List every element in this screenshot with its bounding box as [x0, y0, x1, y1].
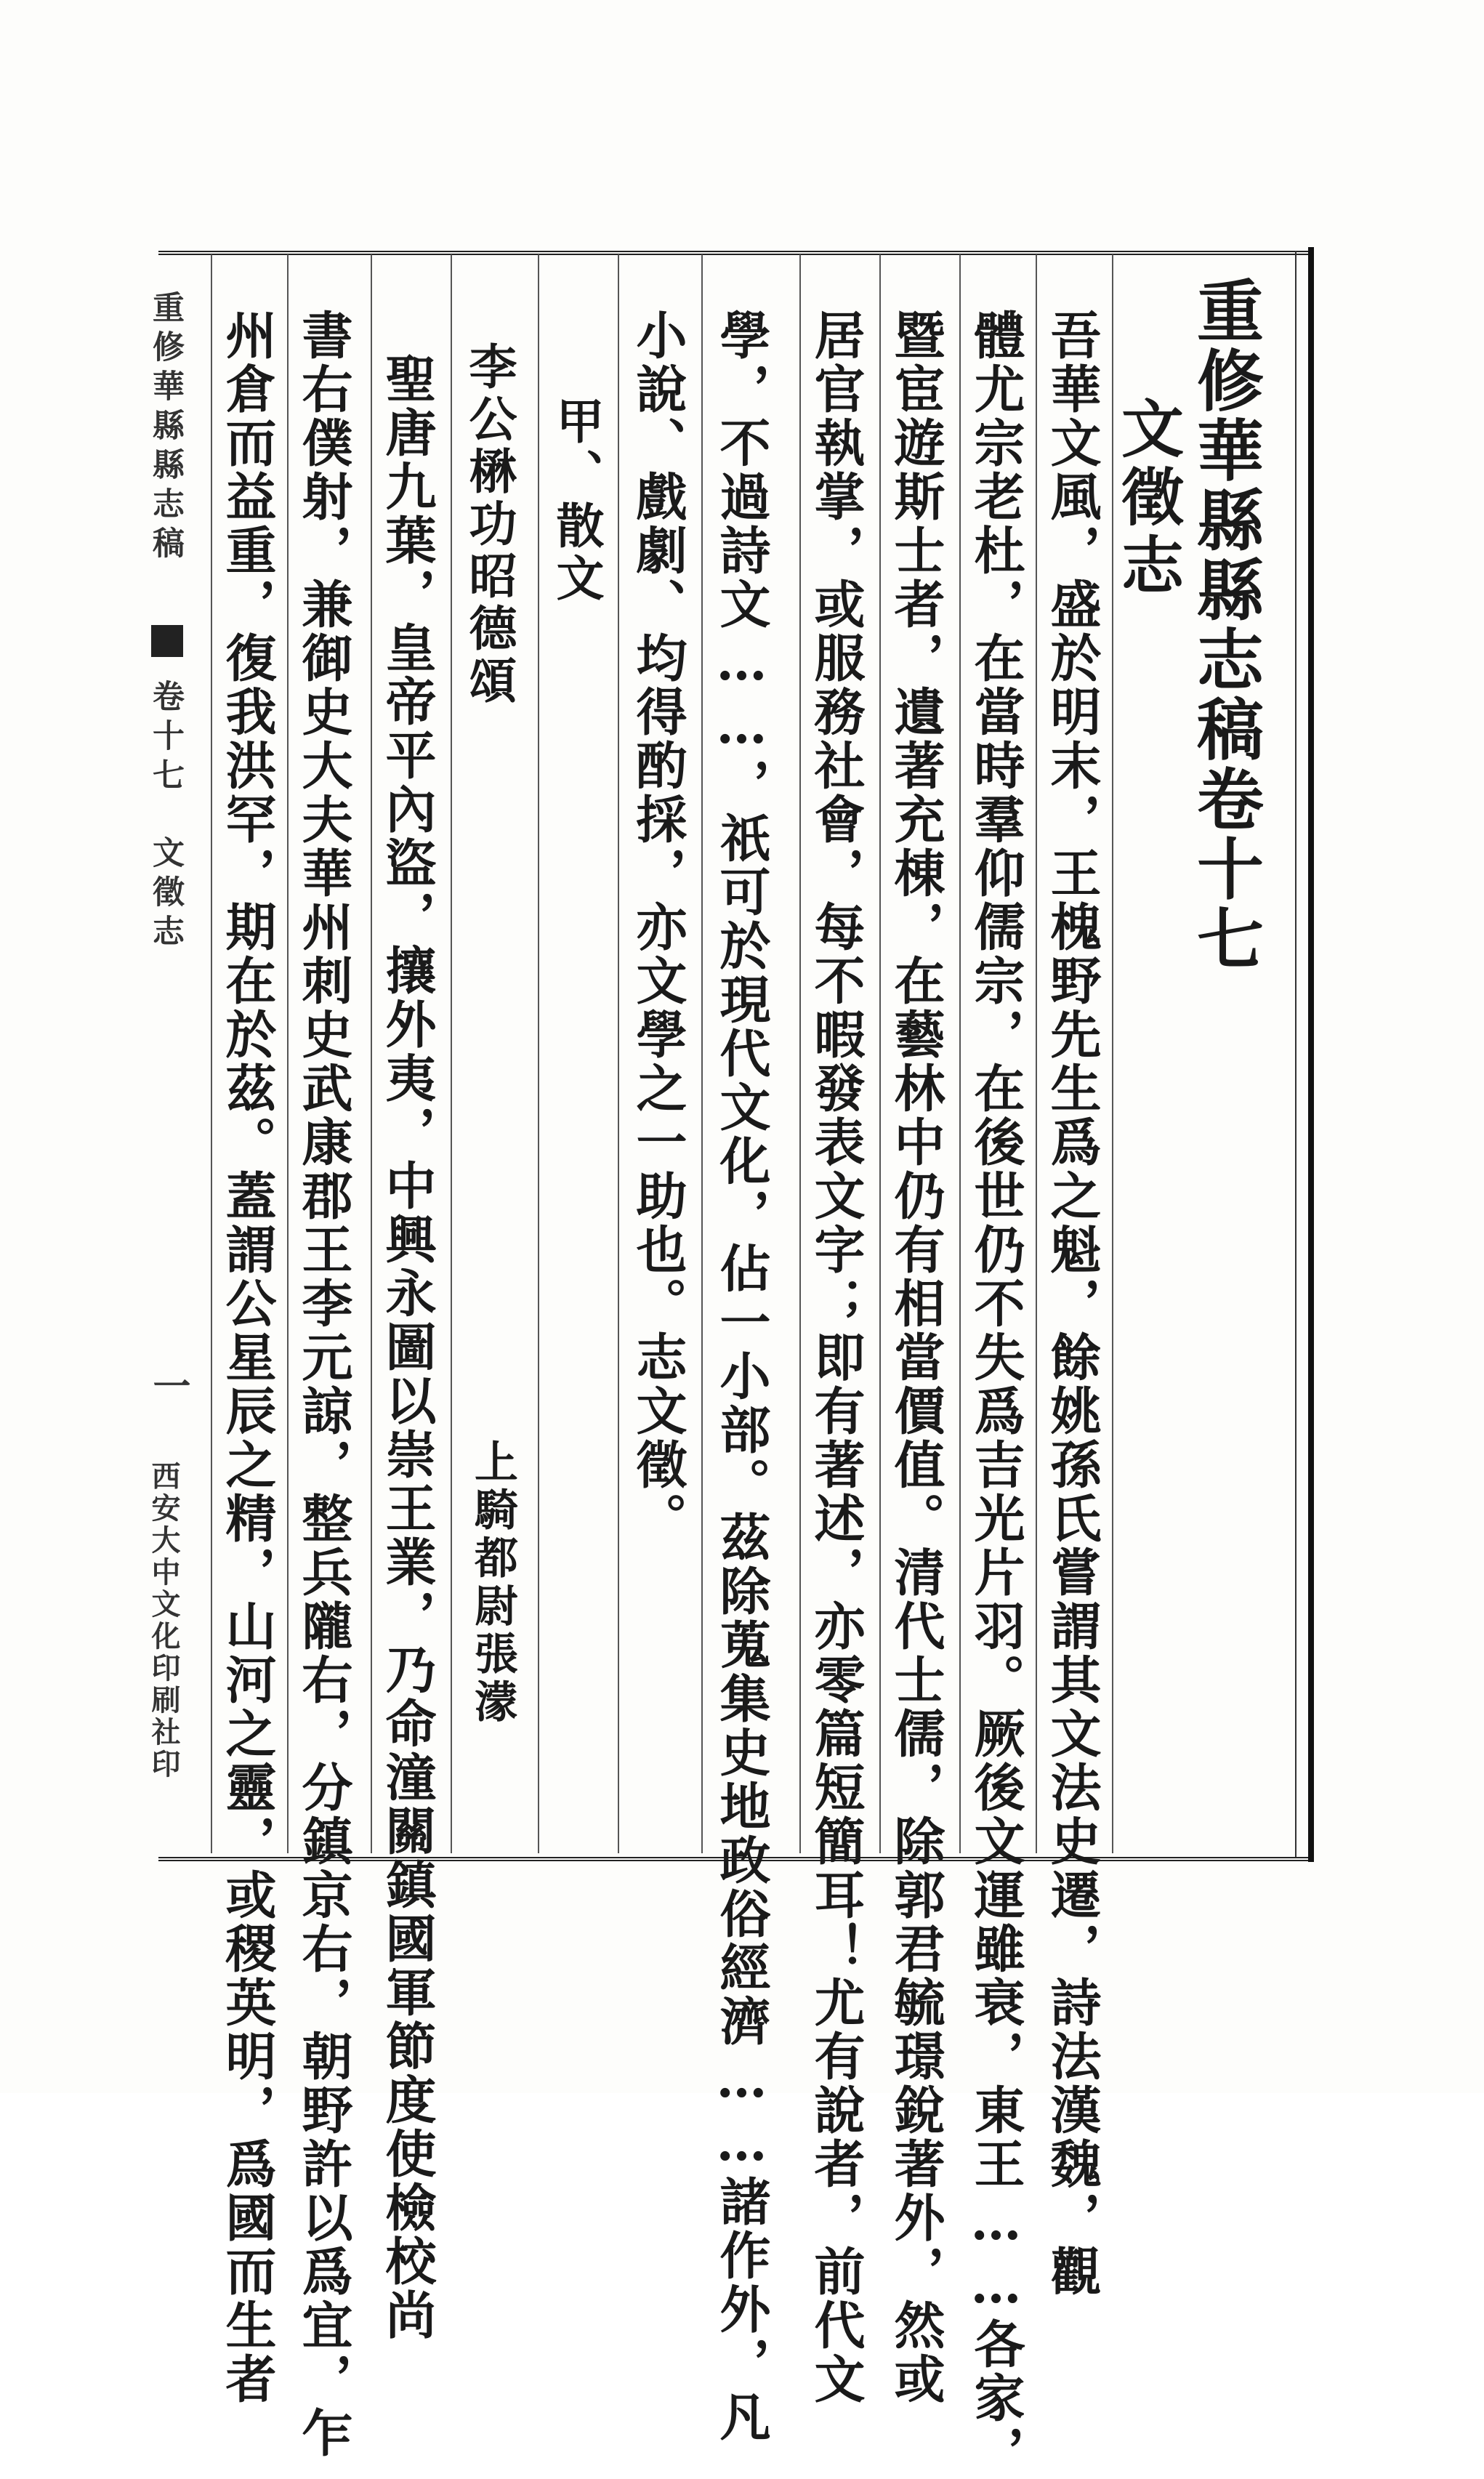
column-rule [879, 254, 881, 1853]
margin-book-title: 重修華縣縣志稿 [147, 291, 184, 565]
margin-volume: 卷十七 [147, 680, 184, 797]
author-line: 上騎都尉張濛 [467, 1439, 518, 1727]
essay-column: 聖唐九葉，皇帝平內盜，攘外夷，中興永圖以崇王業，乃命潼關鎮國軍節度使檢校尚 [377, 352, 437, 2342]
margin-section: 文徵志 [147, 836, 184, 954]
column-rule [371, 254, 372, 1853]
column-rule [799, 254, 801, 1853]
essay-title: 李公楙功昭德頌 [461, 342, 517, 708]
column-rule [287, 254, 289, 1853]
column-rule [959, 254, 961, 1853]
column-rule [451, 254, 452, 1853]
essay-column: 州倉而益重，復我洪罕，期在於茲。蓋謂公星辰之精，山河之靈，或稷英明，爲國而生者 [217, 309, 278, 2406]
section-title: 文徵志 [1110, 396, 1184, 601]
column-rule [1036, 254, 1037, 1853]
intro-column: 吾華文風，盛於明末，王槐野先生爲之魁，餘姚孫氏嘗謂其文法史遷，詩法漢魏，觀 [1042, 309, 1102, 2299]
intro-column: 體尤宗老杜，在當時羣仰儒宗，在後世仍不失爲吉光片羽。厥後文運雖衰，東王……各家， [966, 309, 1026, 2479]
column-rule [701, 254, 703, 1853]
margin-page-number: 一 [146, 1366, 190, 1411]
frame-right-rule [1308, 247, 1314, 1862]
intro-column: 暨宦遊斯士者，遺著充棟，在藝林中仍有相當價值。清代士儒，除郭君毓璟銳著外，然或 [886, 309, 946, 2406]
page-title: 重修華縣縣志稿卷十七 [1186, 276, 1265, 974]
frame-top-rule [158, 251, 1310, 255]
column-rule [618, 254, 619, 1853]
fishtail-mark-icon [151, 625, 183, 657]
margin-printer: 西安大中文化印刷社印 [147, 1461, 181, 1781]
essay-column: 書右僕射，兼御史大夫華州刺史武康郡王李元諒，整兵隴右，分鎮京右，朝野許以爲宜，乍 [294, 309, 354, 2460]
column-rule [538, 254, 539, 1853]
intro-column: 學，不過詩文……，祇可於現代文化，佔一小部。茲除蒐集史地政俗經濟……諸作外，凡 [711, 309, 772, 2444]
intro-column: 小說、戲劇、均得酌採，亦文學之一助也。志文徵。 [628, 309, 688, 1546]
frame-right-inner-rule [1295, 251, 1297, 1857]
subsection-title: 甲、散文 [548, 396, 605, 605]
column-rule [211, 254, 212, 1853]
intro-column: 居官執掌，或服務社會，每不暇發表文字；即有著述，亦零篇短簡耳！尤有說者，前代文 [806, 309, 866, 2406]
